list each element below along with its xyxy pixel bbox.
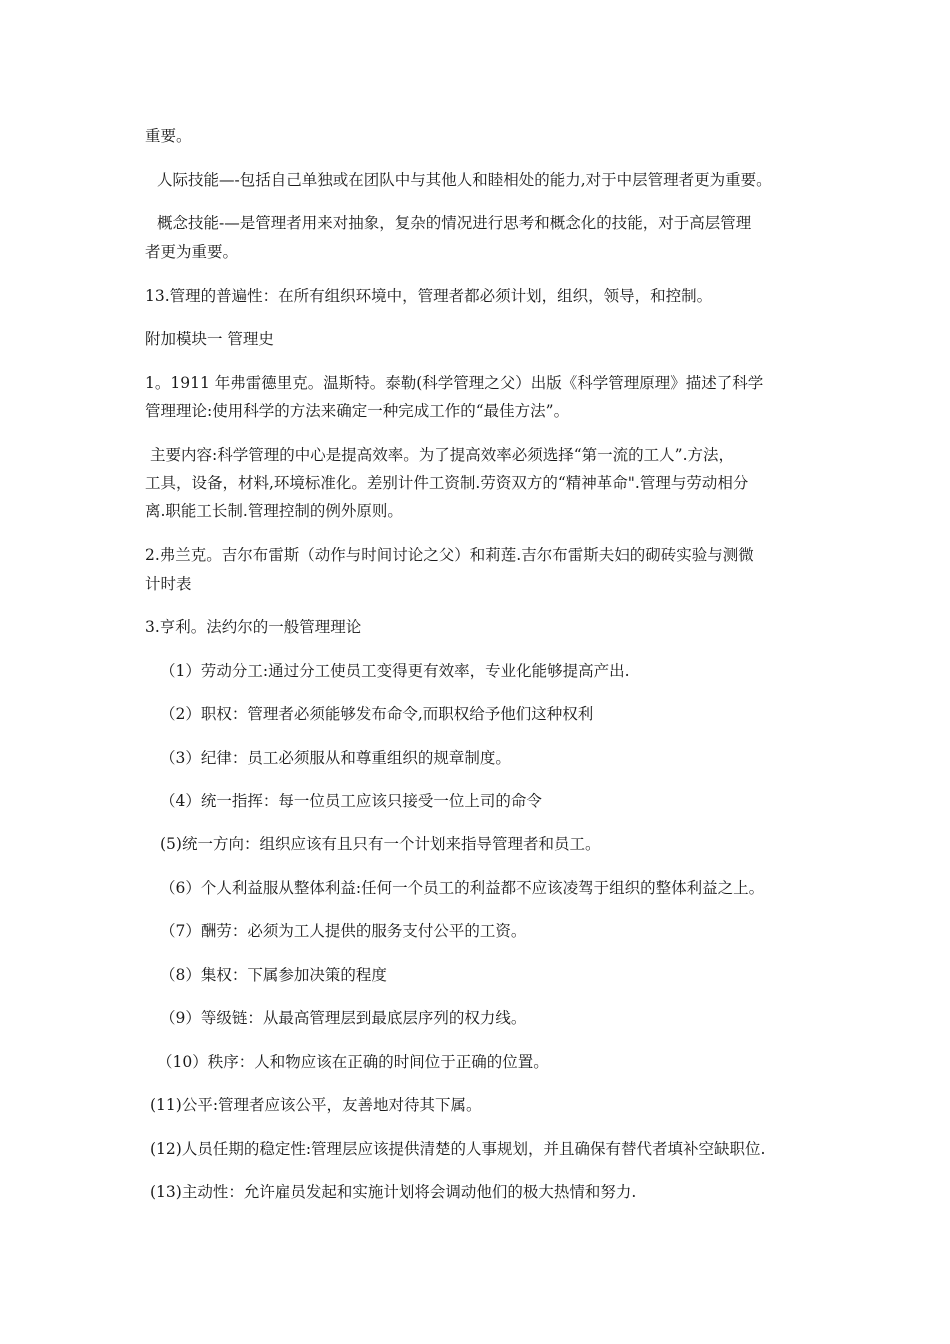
text-line: 计时表 [145, 575, 192, 593]
text-line: 主要内容:科学管理的中心是提高效率。为了提高效率必须选择“第一流的工人”.方法， [150, 446, 735, 464]
text-line: 人际技能—-包括自己单独或在团队中与其他人和睦相处的能力,对于中层管理者更为重要。 [157, 171, 772, 189]
section-heading: 附加模块一 管理史 [145, 330, 274, 348]
text-line: 概念技能-—是管理者用来对抽象，复杂的情况进行思考和概念化的技能，对于高层管理 [157, 214, 752, 232]
list-item: (12)人员任期的稳定性:管理层应该提供清楚的人事规划，并且确保有替代者填补空缺职位. [150, 1140, 766, 1158]
text-line: 2.弗兰克。吉尔布雷斯（动作与时间讨论之父）和莉莲.吉尔布雷斯夫妇的砌砖实验与测微 [145, 546, 754, 564]
text-line: 13.管理的普遍性：在所有组织环境中，管理者都必须计划，组织，领导，和控制。 [145, 287, 713, 305]
list-item: （4）统一指挥：每一位员工应该只接受一位上司的命令 [160, 792, 542, 810]
text-line: 者更为重要。 [145, 243, 239, 261]
list-item: （7）酬劳：必须为工人提供的服务支付公平的工资。 [160, 922, 527, 940]
list-item: （2）职权：管理者必须能够发布命令,而职权给予他们这种权利 [160, 705, 594, 723]
text-line: 工具，设备，材料,环境标准化。差别计件工资制.劳资双方的“精神革命".管理与劳动相分 [145, 474, 749, 492]
list-item: (5)统一方向：组织应该有且只有一个计划来指导管理者和员工。 [160, 835, 601, 853]
list-item: （1）劳动分工:通过分工使员工变得更有效率，专业化能够提高产出. [160, 662, 630, 680]
section-heading: 3.亨利。法约尔的一般管理理论 [145, 618, 362, 636]
list-item: (13)主动性：允许雇员发起和实施计划将会调动他们的极大热情和努力. [150, 1183, 637, 1201]
list-item: （10）秩序：人和物应该在正确的时间位于正确的位置。 [157, 1053, 549, 1071]
list-item: (11)公平:管理者应该公平，友善地对待其下属。 [150, 1096, 482, 1114]
list-item: （9）等级链：从最高管理层到最底层序列的权力线。 [160, 1009, 527, 1027]
text-line: 离.职能工长制.管理控制的例外原则。 [145, 502, 403, 520]
list-item: （8）集权：下属参加决策的程度 [160, 966, 387, 984]
list-item: （3）纪律：员工必须服从和尊重组织的规章制度。 [160, 749, 511, 767]
text-line: 1。1911 年弗雷德里克。温斯特。泰勒(科学管理之父）出版《科学管理原理》描述了科学 [145, 374, 764, 392]
text-line: 重要。 [145, 127, 192, 145]
list-item: （6）个人利益服从整体利益:任何一个员工的利益都不应该凌驾于组织的整体利益之上。 [160, 879, 765, 897]
text-line: 管理理论:使用科学的方法来确定一种完成工作的“最佳方法”。 [145, 402, 570, 420]
